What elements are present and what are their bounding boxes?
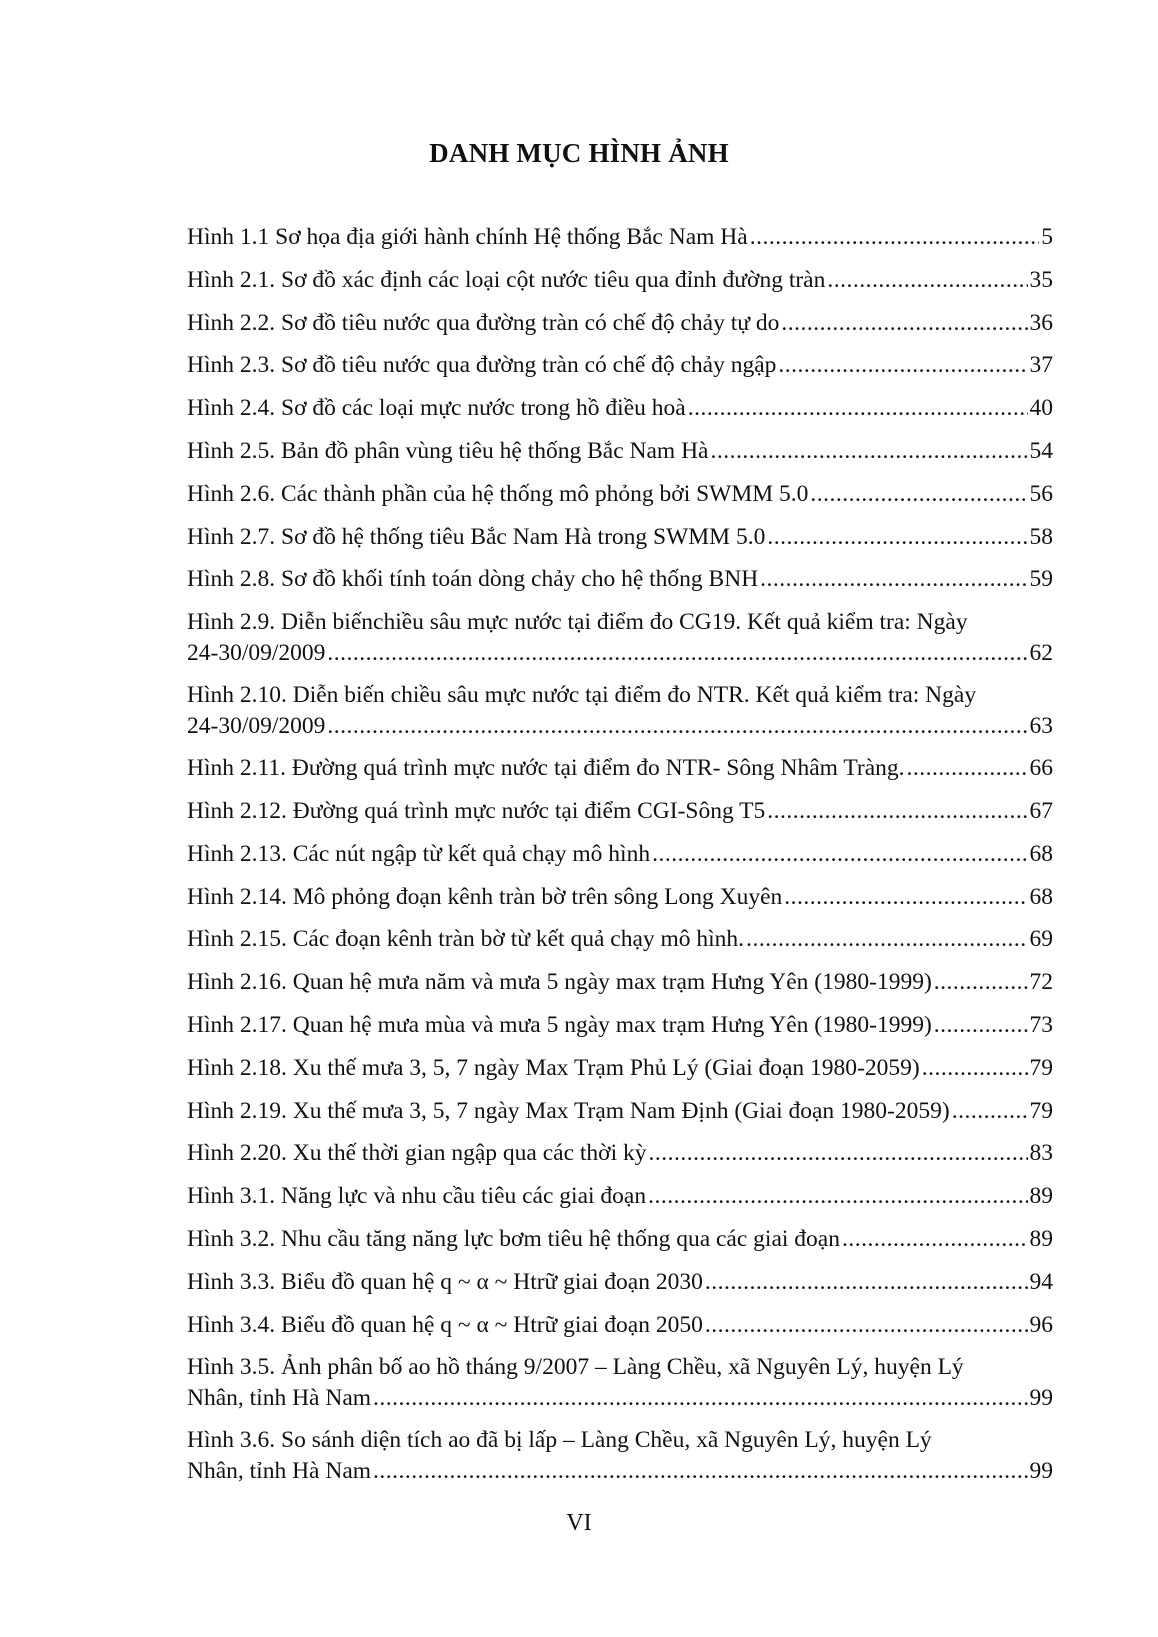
dot-leader — [952, 1090, 1028, 1133]
figure-entry-label: Hình 2.20. Xu thế thời gian ngập qua các thời kỳ — [187, 1140, 647, 1167]
figure-entry-label: Hình 2.5. Bản đồ phân vùng tiêu hệ thống Bắc Nam Hà — [187, 437, 709, 464]
figure-entry[interactable] — [187, 1132, 1053, 1175]
figure-entry-page-number: 58 — [1029, 523, 1053, 550]
dot-leader — [778, 344, 1027, 387]
figure-entry-page-number: 83 — [1029, 1140, 1053, 1167]
figure-entry-page-number: 79 — [1029, 1097, 1053, 1124]
figure-entry-label: Hình 2.2. Sơ đồ tiêu nước qua đường tràn có chế độ chảy tự do — [187, 309, 780, 336]
figure-entry-page-number: 40 — [1029, 395, 1053, 422]
figure-entry-page-number: 37 — [1029, 352, 1053, 379]
figure-entry-page-number: 69 — [1029, 926, 1053, 953]
figure-entry[interactable] — [187, 1047, 1053, 1090]
figure-entry-label: Hình 3.6. So sánh diện tích ao đã bị lấp – Làng Chều, xã Nguyên Lý, huyện Lý — [187, 1427, 932, 1454]
figure-entry-label: Hình 2.19. Xu thế mưa 3, 5, 7 ngày Max Trạm Nam Định (Giai đoạn 1980-2059) — [187, 1097, 950, 1124]
figure-entry-label: Hình 3.4. Biểu đồ quan hệ q ~ α ~ Htrữ giai đoạn 2050 — [187, 1311, 703, 1338]
dot-leader — [842, 1218, 1028, 1261]
dot-leader — [810, 473, 1027, 516]
figure-entry-label: Hình 2.4. Sơ đồ các loại mực nước trong hồ điều hoà — [187, 395, 686, 422]
figure-entry[interactable] — [187, 1346, 1053, 1419]
figure-entry[interactable] — [187, 302, 1053, 345]
figure-entry-page-number: 54 — [1029, 437, 1053, 464]
figure-entry[interactable] — [187, 1175, 1053, 1218]
dot-leader — [781, 302, 1027, 345]
figure-entry-label: Hình 2.15. Các đoạn kênh tràn bờ từ kết quả chạy mô hình. — [187, 926, 745, 953]
dot-leader — [767, 516, 1027, 559]
dot-leader — [746, 918, 1027, 961]
dot-leader — [648, 1175, 1027, 1218]
figure-entry-label: Hình 2.9. Diễn biếnchiều sâu mực nước tại điểm đo CG19. Kết quả kiểm tra: Ngày — [187, 609, 968, 636]
figure-entry-page-number: 5 — [1041, 224, 1053, 250]
figure-entry-label: Hình 2.13. Các nút ngập từ kết quả chạy mô hình — [187, 840, 651, 867]
dot-leader — [327, 711, 1027, 741]
figure-entry[interactable] — [187, 430, 1053, 473]
dot-leader — [767, 790, 1027, 833]
figure-entry-label: Hình 1.1 Sơ họa địa giới hành chính Hệ thống Bắc Nam Hà — [187, 224, 748, 250]
figure-entry[interactable] — [187, 516, 1053, 559]
figure-entry[interactable] — [187, 918, 1053, 961]
figure-entry-label-continuation: Nhân, tỉnh Hà Nam — [187, 1458, 372, 1485]
figure-entry[interactable] — [187, 961, 1053, 1004]
figure-entry[interactable] — [187, 387, 1053, 430]
dot-leader — [934, 961, 1028, 1004]
figure-entry-label: Hình 2.12. Đường quá trình mực nước tại điểm CGI-Sông T5 — [187, 797, 766, 824]
page-title: DANH MỤC HÌNH ẢNH — [429, 138, 729, 168]
figure-entry-label: Hình 2.14. Mô phỏng đoạn kênh tràn bờ trên sông Long Xuyên — [187, 883, 783, 910]
figure-entry[interactable] — [187, 1261, 1053, 1304]
figure-entry[interactable] — [187, 1090, 1053, 1133]
figure-entry[interactable] — [187, 790, 1053, 833]
figure-entry-label: Hình 3.1. Năng lực và nhu cầu tiêu các giai đoạn — [187, 1183, 647, 1210]
figure-entry[interactable] — [187, 747, 1053, 790]
dot-leader — [934, 1004, 1028, 1047]
figure-entry-page-number: 79 — [1029, 1054, 1053, 1081]
dot-leader — [373, 1456, 1027, 1486]
figure-entry[interactable] — [187, 1218, 1053, 1261]
figure-entry[interactable] — [187, 1419, 1053, 1492]
figure-entry-label-continuation: Nhân, tỉnh Hà Nam — [187, 1385, 372, 1412]
figure-entry-page-number: 99 — [1029, 1385, 1053, 1412]
figure-entry-label: Hình 3.3. Biểu đồ quan hệ q ~ α ~ Htrữ giai đoạn 2030 — [187, 1268, 703, 1295]
dot-leader — [327, 638, 1027, 668]
figure-entry-label: Hình 2.17. Quan hệ mưa mùa và mưa 5 ngày max trạm Hưng Yên (1980-1999) — [187, 1011, 932, 1038]
figure-entry[interactable] — [187, 216, 1053, 259]
figure-entry-page-number: 68 — [1029, 840, 1053, 867]
figure-entry[interactable] — [187, 558, 1053, 601]
dot-leader — [922, 1047, 1028, 1090]
dot-leader — [750, 216, 1040, 259]
figure-entry-label: Hình 2.1. Sơ đồ xác định các loại cột nước tiêu qua đỉnh đường tràn — [187, 266, 826, 293]
figure-entry-page-number: 96 — [1029, 1311, 1053, 1338]
dot-leader — [705, 1261, 1028, 1304]
figure-entry[interactable] — [187, 674, 1053, 747]
dot-leader — [705, 1304, 1028, 1347]
figure-entry-label: Hình 2.6. Các thành phần của hệ thống mô phỏng bởi SWMM 5.0 — [187, 480, 809, 507]
figure-entry-page-number: 67 — [1029, 797, 1053, 824]
figure-entry-label: Hình 3.5. Ảnh phân bố ao hồ tháng 9/2007 – Làng Chều, xã Nguyên Lý, huyện Lý — [187, 1354, 964, 1381]
figure-entry-page-number: 89 — [1029, 1225, 1053, 1252]
dot-leader — [784, 876, 1027, 919]
figure-entry-page-number: 94 — [1029, 1268, 1053, 1295]
figure-entry[interactable] — [187, 259, 1053, 302]
dot-leader — [827, 259, 1027, 302]
figure-entry-label: Hình 2.8. Sơ đồ khối tính toán dòng chảy cho hệ thống BNH — [187, 566, 759, 593]
figure-entry-label: Hình 2.16. Quan hệ mưa năm và mưa 5 ngày max trạm Hưng Yên (1980-1999) — [187, 969, 932, 996]
figure-entry-label: Hình 2.10. Diễn biến chiều sâu mực nước tại điểm đo NTR. Kết quả kiểm tra: Ngày — [187, 682, 977, 709]
figure-entry-page-number: 99 — [1029, 1458, 1053, 1485]
figure-entry-label-continuation: 24-30/09/2009 — [187, 713, 326, 740]
dot-leader — [373, 1383, 1027, 1413]
dot-leader — [710, 430, 1027, 473]
page-number-footer: VI — [566, 1510, 592, 1536]
dot-leader — [649, 1132, 1028, 1175]
figure-entry-page-number: 36 — [1029, 309, 1053, 336]
figure-entry-page-number: 68 — [1029, 883, 1053, 910]
figure-entry-page-number: 59 — [1029, 566, 1053, 593]
figure-entry[interactable] — [187, 601, 1053, 674]
figure-entry-page-number: 66 — [1029, 755, 1053, 782]
figure-entry-label: Hình 2.11. Đường quá trình mực nước tại điểm đo NTR- Sông Nhâm Tràng. — [187, 755, 905, 782]
figure-entry-page-number: 56 — [1029, 480, 1053, 507]
dot-leader — [652, 833, 1027, 876]
figure-entry-label: Hình 3.2. Nhu cầu tăng năng lực bơm tiêu hệ thống qua các giai đoạn — [187, 1225, 840, 1252]
figure-entry[interactable] — [187, 1004, 1053, 1047]
figure-entry-label-continuation: 24-30/09/2009 — [187, 640, 326, 667]
dot-leader — [907, 747, 1028, 790]
figure-entry-page-number: 73 — [1029, 1011, 1053, 1038]
figure-entry-page-number: 72 — [1029, 969, 1053, 996]
figure-entry-page-number: 35 — [1029, 266, 1053, 293]
figure-entry[interactable] — [187, 833, 1053, 876]
figure-entry[interactable] — [187, 876, 1053, 919]
figure-list — [187, 216, 1053, 1492]
dot-leader — [688, 387, 1028, 430]
figure-entry[interactable] — [187, 1304, 1053, 1347]
figure-entry-page-number: 62 — [1029, 640, 1053, 667]
figure-entry-label: Hình 2.18. Xu thế mưa 3, 5, 7 ngày Max Trạm Phủ Lý (Giai đoạn 1980-2059) — [187, 1054, 920, 1081]
figure-entry-label: Hình 2.7. Sơ đồ hệ thống tiêu Bắc Nam Hà trong SWMM 5.0 — [187, 523, 766, 550]
figure-entry-page-number: 89 — [1029, 1183, 1053, 1210]
figure-entry-label: Hình 2.3. Sơ đồ tiêu nước qua đường tràn có chế độ chảy ngập — [187, 352, 777, 379]
figure-entry-page-number: 63 — [1029, 713, 1053, 740]
dot-leader — [760, 558, 1027, 601]
figure-entry[interactable] — [187, 473, 1053, 516]
figure-entry[interactable] — [187, 344, 1053, 387]
